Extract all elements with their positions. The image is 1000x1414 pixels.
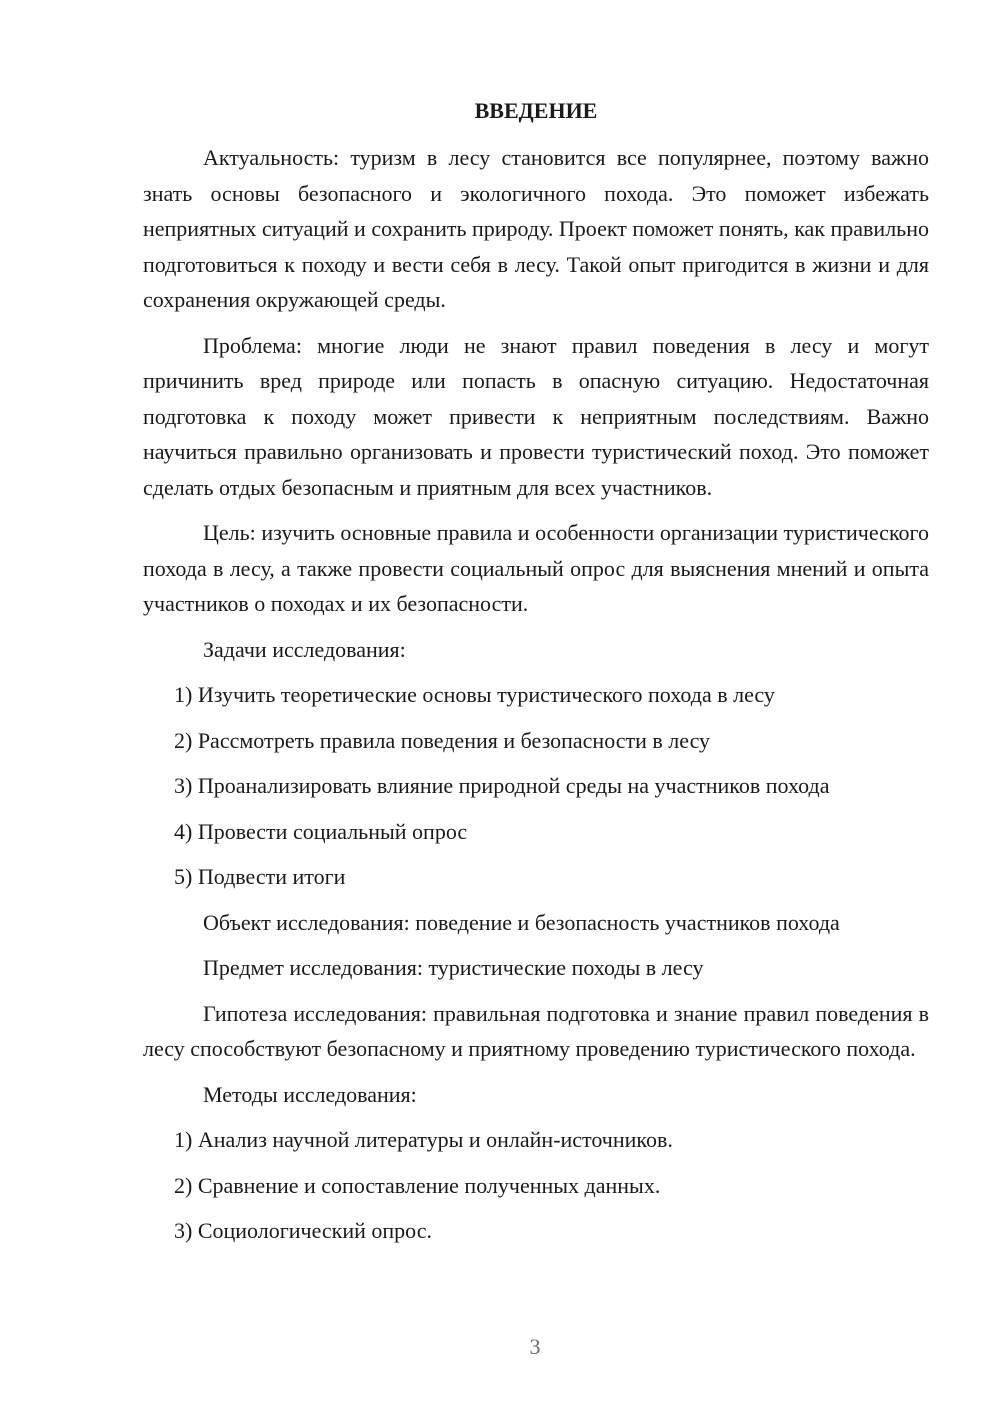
method-item: 3) Социологический опрос. — [174, 1218, 432, 1243]
tasks-heading: Задачи исследования: — [203, 636, 406, 662]
task-item: 3) Проанализировать влияние природной среды на участников похода — [174, 773, 830, 798]
page-number: 3 — [529, 1334, 541, 1359]
task-item: 4) Провести социальный опрос — [174, 818, 468, 844]
research-subject: Предмет исследования: туристические походы в лесу — [203, 955, 704, 980]
task-item: 1) Изучить теоретические основы туристического похода в лесу — [174, 682, 775, 707]
task-item: 2) Рассмотреть правила поведения и безопасности в лесу — [174, 727, 711, 753]
page-content — [143, 96, 929, 1259]
research-object: Объект исследования: поведение и безопасность участников похода — [203, 909, 840, 935]
goal-paragraph: Цель: изучить основные правила и особенности организации туристического похода в лесу, а также провести социальный опрос для выяснения мнений и опыта участников о походах и их безопасности. — [143, 520, 929, 616]
relevance-paragraph: Актуальность: туризм в лесу становится все популярнее, поэтому важно знать основы безопасного и экологичного похода. Это поможет избежать неприятных ситуаций и сохранить природу. Проект поможет понять, как правильно подготовиться к походу и вести себя в лесу. Такой опыт пригодится в жизни и для сохранения окружающей среды. — [143, 145, 929, 312]
problem-paragraph: Проблема: многие люди не знают правил поведения в лесу и могут причинить вред природе или попасть в опасную ситуацию. Недостаточная подготовка к походу может привести к неприятным последствиям. Важно научиться правильно организовать и провести туристический поход. Это поможет сделать отдых безопасным и приятным для всех участников. — [143, 332, 929, 500]
method-item: 1) Анализ научной литературы и онлайн-источников. — [174, 1127, 673, 1152]
hypothesis-paragraph: Гипотеза исследования: правильная подготовка и знание правил поведения в лесу способствуют безопасному и приятному проведению туристического похода. — [143, 1000, 929, 1061]
method-item: 2) Сравнение и сопоставление полученных данных. — [174, 1172, 661, 1198]
methods-heading: Методы исследования: — [203, 1081, 417, 1107]
section-title: ВВЕДЕНИЕ — [474, 98, 598, 123]
task-item: 5) Подвести итоги — [174, 864, 346, 889]
